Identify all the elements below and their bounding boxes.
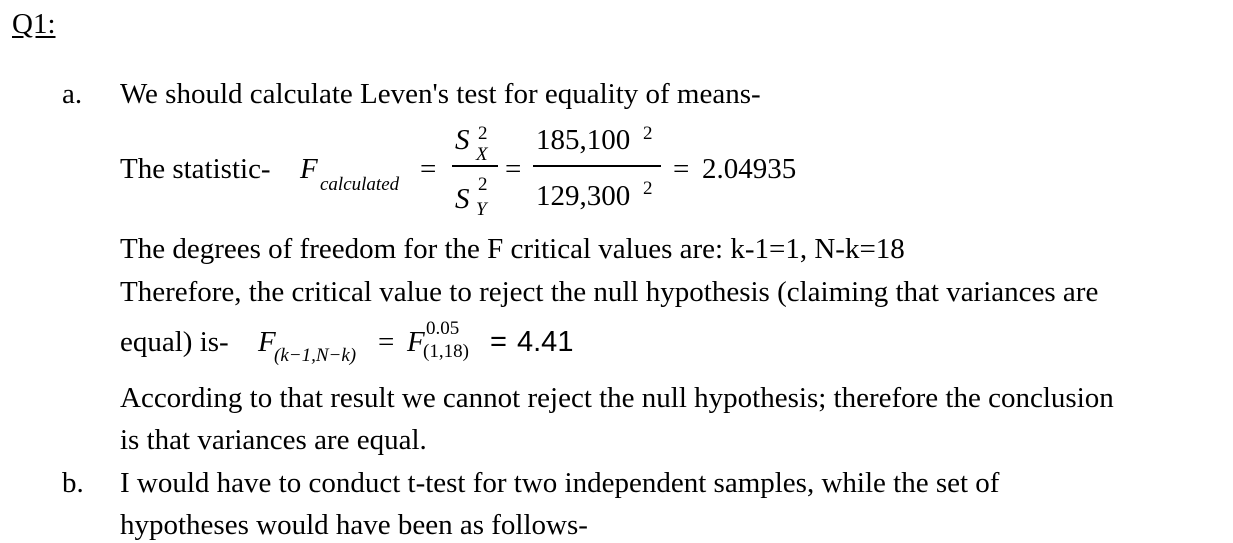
denominator-s-sup: 2 <box>478 174 488 195</box>
critical-prefix: equal) is- <box>120 326 229 358</box>
part-b-text-line-2: hypotheses would have been as follows- <box>120 509 588 541</box>
f-symbol: F <box>300 153 318 185</box>
f-subscript-k-n: (k−1,N−k) <box>274 345 357 366</box>
conclusion-text-line-2: is that variances are equal. <box>120 424 427 456</box>
part-b-text-line-1: I would have to conduct t-test for two independent samples, while the set of <box>120 467 1000 499</box>
f-subscript-calculated: calculated <box>320 174 400 195</box>
list-marker-a: a. <box>62 78 83 110</box>
dof-subscript: (1,18) <box>423 341 469 362</box>
f-symbol-critical-2: F <box>407 326 425 358</box>
numerator-s-sub-x: X <box>476 144 488 165</box>
significance-superscript: 0.05 <box>426 318 460 339</box>
question-heading: Q1: <box>12 8 56 40</box>
numerator-s-sup: 2 <box>478 123 488 144</box>
denominator-s: S <box>455 183 470 215</box>
numerator-value-sup: 2 <box>643 123 653 144</box>
list-marker-b: b. <box>62 467 84 499</box>
equals-sign-1: = <box>420 153 437 185</box>
degrees-of-freedom-text: The degrees of freedom for the F critical values are: k-1=1, N-k=18 <box>120 233 905 265</box>
denominator-s-sub-y: Y <box>476 199 487 220</box>
statistic-result: 2.04935 <box>702 153 797 185</box>
denominator-value-sup: 2 <box>643 178 653 199</box>
numerator-value: 185,100 <box>536 124 631 156</box>
numerator-s: S <box>455 124 470 156</box>
conclusion-text-line-1: According to that result we cannot reject the null hypothesis; therefore the conclusion <box>120 382 1114 414</box>
f-symbol-critical: F <box>258 326 276 358</box>
fraction-bar-2 <box>533 165 661 167</box>
statistic-label: The statistic- <box>120 153 271 185</box>
equals-sign-2: = <box>505 153 522 185</box>
equals-sign-5: = <box>490 326 507 358</box>
fraction-bar-1 <box>452 165 498 167</box>
equals-sign-4: = <box>378 326 395 358</box>
denominator-value: 129,300 <box>536 180 631 212</box>
part-a-intro-text: We should calculate Leven's test for equality of means- <box>120 78 761 110</box>
critical-value-text: Therefore, the critical value to reject the null hypothesis (claiming that variances are <box>120 276 1099 308</box>
critical-value-result: 4.41 <box>517 326 574 358</box>
equals-sign-3: = <box>673 153 690 185</box>
